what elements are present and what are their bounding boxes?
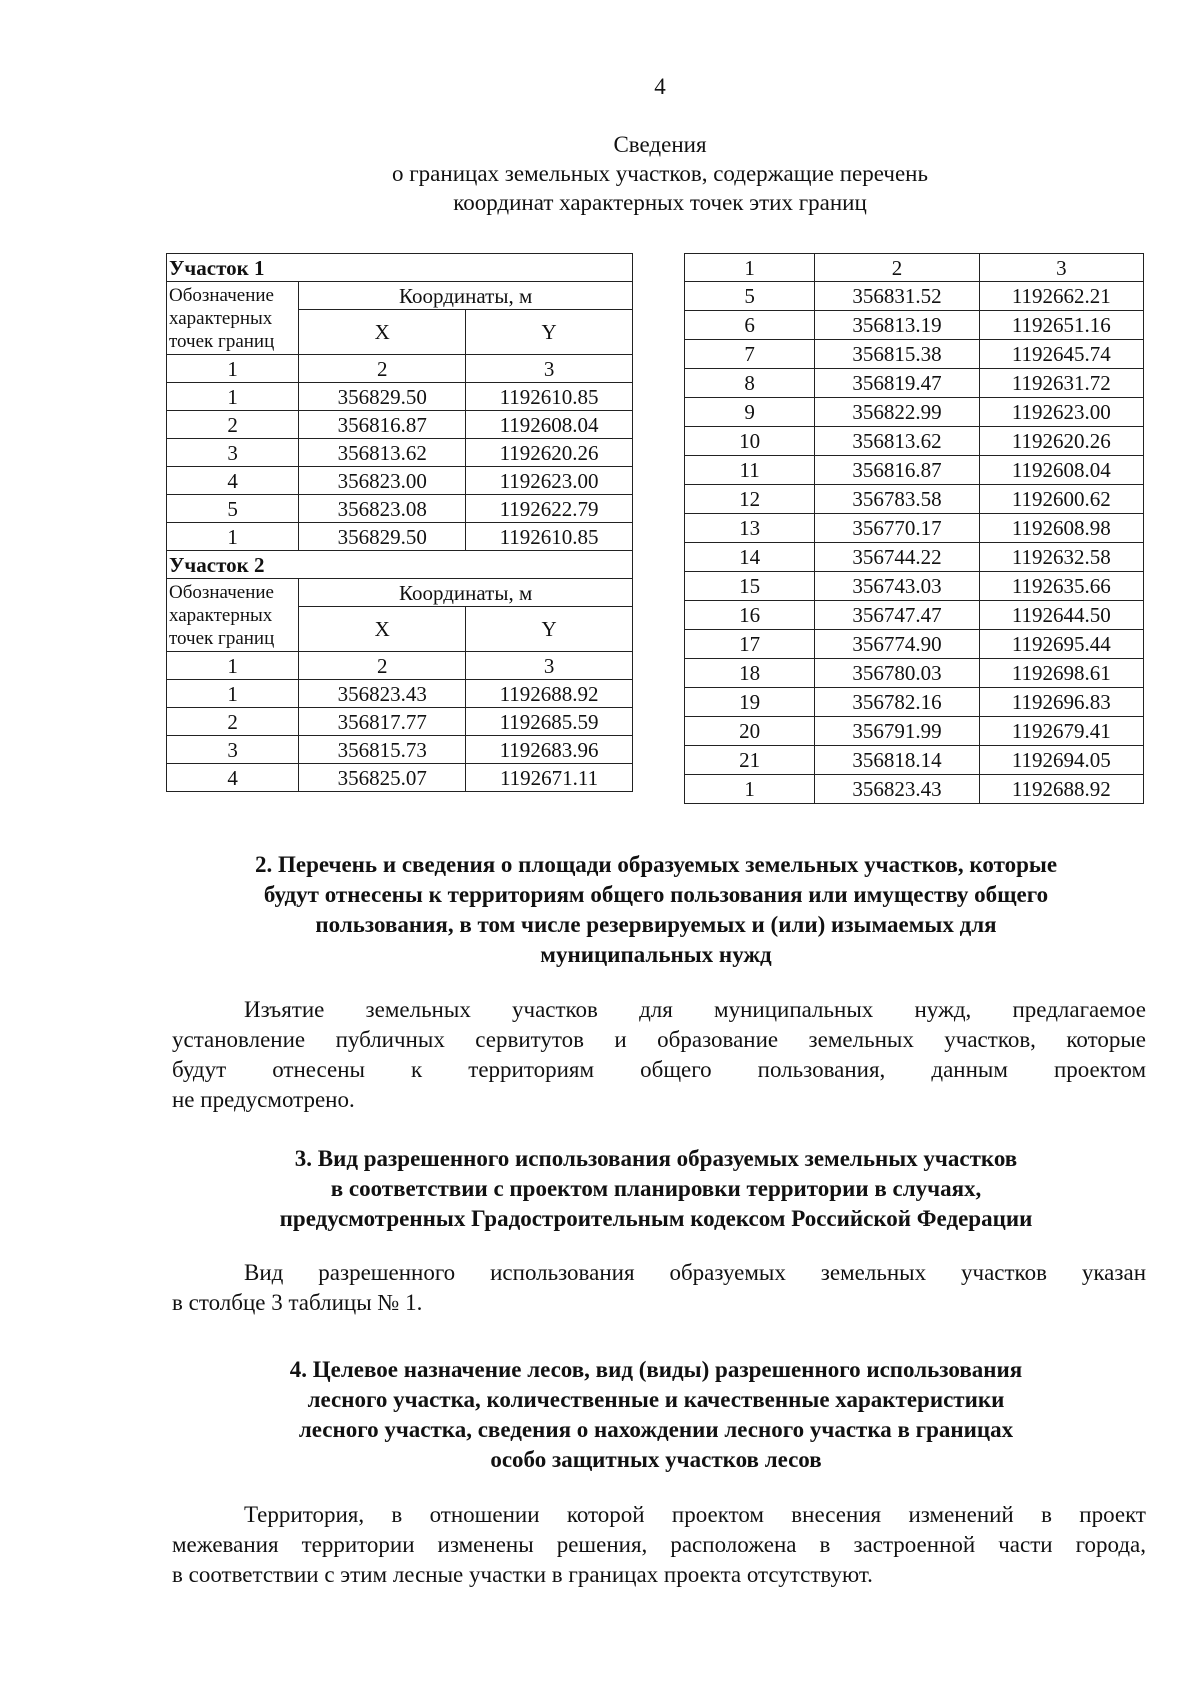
table-row xyxy=(685,282,1144,311)
x-coordinate: 356780.03 xyxy=(815,659,979,688)
column-number: 1 xyxy=(685,254,815,282)
x-header: X xyxy=(299,310,466,355)
page-number: 4 xyxy=(654,74,666,99)
y-coordinate: 1192608.04 xyxy=(466,411,633,439)
point-number: 5 xyxy=(167,495,299,523)
x-coordinate: 356747.47 xyxy=(815,601,979,630)
title-line: пользования, в том числе резервируемых и (или) изымаемых для xyxy=(315,912,997,937)
section-3-text xyxy=(172,1258,1146,1318)
x-coordinate: 356823.08 xyxy=(299,495,466,523)
column-number: 1 xyxy=(167,355,299,383)
y-coordinate: 1192622.79 xyxy=(466,495,633,523)
y-coordinate: 1192662.21 xyxy=(979,282,1143,311)
title-line: особо защитных участков лесов xyxy=(490,1447,822,1472)
x-coordinate: 356783.58 xyxy=(815,485,979,514)
point-number: 3 xyxy=(167,736,299,764)
column-number: 3 xyxy=(979,254,1143,282)
designation-header-line: точек границ xyxy=(169,627,275,649)
text-line: в соответствии с этим лесные участки в границах проекта отсутствуют. xyxy=(172,1562,873,1587)
table-row xyxy=(685,514,1144,543)
title-line: предусмотренных Градостроительным кодексом Российской Федерации xyxy=(279,1206,1033,1231)
table-row xyxy=(685,543,1144,572)
table-row xyxy=(167,680,633,708)
table-row xyxy=(167,439,633,467)
table-row xyxy=(685,717,1144,746)
y-coordinate: 1192696.83 xyxy=(979,688,1143,717)
y-coordinate: 1192623.00 xyxy=(466,467,633,495)
y-coordinate: 1192683.96 xyxy=(466,736,633,764)
point-number: 3 xyxy=(167,439,299,467)
table-row xyxy=(685,427,1144,456)
table-row xyxy=(167,523,633,551)
y-coordinate: 1192620.26 xyxy=(979,427,1143,456)
column-number: 1 xyxy=(167,652,299,680)
title-line: 2. Перечень и сведения о площади образуемых земельных участков, которые xyxy=(254,852,1058,877)
x-coordinate: 356813.62 xyxy=(815,427,979,456)
column-number: 2 xyxy=(815,254,979,282)
point-number: 9 xyxy=(685,398,815,427)
table-row xyxy=(167,467,633,495)
table-row xyxy=(167,411,633,439)
y-coordinate: 1192671.11 xyxy=(466,764,633,792)
point-number: 4 xyxy=(167,764,299,792)
table-row xyxy=(167,495,633,523)
title-line: лесного участка, количественные и качественные характеристики xyxy=(307,1387,1005,1412)
y-coordinate: 1192694.05 xyxy=(979,746,1143,775)
x-coordinate: 356743.03 xyxy=(815,572,979,601)
y-coordinate: 1192688.92 xyxy=(466,680,633,708)
y-coordinate: 1192695.44 xyxy=(979,630,1143,659)
table-row xyxy=(685,601,1144,630)
coordinates-header: Координаты, м xyxy=(299,579,633,607)
table-row xyxy=(685,311,1144,340)
designation-header-line: точек границ xyxy=(169,330,275,352)
title-line: муниципальных нужд xyxy=(540,942,772,967)
title-line: 4. Целевое назначение лесов, вид (виды) разрешенного использования xyxy=(289,1357,1023,1382)
table-row xyxy=(167,708,633,736)
heading-line: координат характерных точек этих границ xyxy=(453,190,867,215)
designation-header-line: Обозначение xyxy=(169,284,274,306)
section-4-title xyxy=(166,1355,1146,1475)
y-header: Y xyxy=(466,607,633,652)
x-coordinate: 356829.50 xyxy=(299,523,466,551)
point-number: 18 xyxy=(685,659,815,688)
header-row xyxy=(167,579,633,607)
column-number-row xyxy=(167,355,633,383)
point-number: 5 xyxy=(685,282,815,311)
y-coordinate: 1192635.66 xyxy=(979,572,1143,601)
y-coordinate: 1192610.85 xyxy=(466,523,633,551)
y-coordinate: 1192610.85 xyxy=(466,383,633,411)
point-number: 1 xyxy=(685,775,815,804)
y-coordinate: 1192688.92 xyxy=(979,775,1143,804)
point-number: 11 xyxy=(685,456,815,485)
table-row xyxy=(685,688,1144,717)
column-number: 2 xyxy=(299,652,466,680)
point-number: 19 xyxy=(685,688,815,717)
x-coordinate: 356791.99 xyxy=(815,717,979,746)
text-line: межевания территории изменены решения, расположена в застроенной части города, xyxy=(172,1532,1146,1557)
table-row xyxy=(167,383,633,411)
point-number: 20 xyxy=(685,717,815,746)
y-coordinate: 1192651.16 xyxy=(979,311,1143,340)
table-row xyxy=(685,369,1144,398)
x-coordinate: 356813.19 xyxy=(815,311,979,340)
coordinates-table-left xyxy=(166,253,633,792)
designation-header-line: Обозначение xyxy=(169,581,274,603)
y-coordinate: 1192620.26 xyxy=(466,439,633,467)
point-number: 17 xyxy=(685,630,815,659)
document-heading xyxy=(330,130,990,217)
table-row xyxy=(685,746,1144,775)
text-line: будут отнесены к территориям общего пользования, данным проектом xyxy=(172,1057,1146,1082)
point-number: 2 xyxy=(167,411,299,439)
text-line: Изъятие земельных участков для муниципальных нужд, предлагаемое xyxy=(244,997,1146,1022)
point-number: 1 xyxy=(167,383,299,411)
column-number-row xyxy=(685,254,1144,282)
point-number: 14 xyxy=(685,543,815,572)
section-2-text xyxy=(172,995,1146,1115)
y-coordinate: 1192600.62 xyxy=(979,485,1143,514)
text-line: Вид разрешенного использования образуемых земельных участков указан xyxy=(244,1260,1146,1285)
x-coordinate: 356782.16 xyxy=(815,688,979,717)
designation-header-line: характерных xyxy=(169,604,273,626)
x-coordinate: 356822.99 xyxy=(815,398,979,427)
table-row xyxy=(167,764,633,792)
point-number: 10 xyxy=(685,427,815,456)
x-coordinate: 356774.90 xyxy=(815,630,979,659)
y-coordinate: 1192644.50 xyxy=(979,601,1143,630)
x-coordinate: 356744.22 xyxy=(815,543,979,572)
plot-title-row xyxy=(167,254,633,282)
designation-header xyxy=(167,579,299,652)
column-number: 2 xyxy=(299,355,466,383)
x-coordinate: 356815.73 xyxy=(299,736,466,764)
column-number: 3 xyxy=(466,652,633,680)
designation-header xyxy=(167,282,299,355)
x-coordinate: 356818.14 xyxy=(815,746,979,775)
point-number: 8 xyxy=(685,369,815,398)
section-2-title xyxy=(166,850,1146,970)
y-coordinate: 1192623.00 xyxy=(979,398,1143,427)
table-row xyxy=(685,340,1144,369)
title-line: в соответствии с проектом планировки территории в случаях, xyxy=(330,1176,982,1201)
table-row xyxy=(685,485,1144,514)
text-line: не предусмотрено. xyxy=(172,1087,355,1112)
y-coordinate: 1192679.41 xyxy=(979,717,1143,746)
y-coordinate: 1192632.58 xyxy=(979,543,1143,572)
table-row xyxy=(685,630,1144,659)
x-coordinate: 356817.77 xyxy=(299,708,466,736)
header-row xyxy=(167,282,633,310)
designation-header-line: характерных xyxy=(169,307,273,329)
y-coordinate: 1192631.72 xyxy=(979,369,1143,398)
y-coordinate: 1192685.59 xyxy=(466,708,633,736)
point-number: 12 xyxy=(685,485,815,514)
title-line: 3. Вид разрешенного использования образуемых земельных участков xyxy=(294,1146,1018,1171)
column-number: 3 xyxy=(466,355,633,383)
x-coordinate: 356823.43 xyxy=(815,775,979,804)
plot-title: Участок 2 xyxy=(167,551,633,579)
x-coordinate: 356825.07 xyxy=(299,764,466,792)
point-number: 7 xyxy=(685,340,815,369)
x-coordinate: 356829.50 xyxy=(299,383,466,411)
title-line: будут отнесены к территориям общего пользования или имуществу общего xyxy=(263,882,1049,907)
coordinates-header: Координаты, м xyxy=(299,282,633,310)
y-coordinate: 1192608.98 xyxy=(979,514,1143,543)
coordinates-table-right xyxy=(684,253,1144,804)
x-coordinate: 356823.43 xyxy=(299,680,466,708)
table-row xyxy=(685,398,1144,427)
y-coordinate: 1192645.74 xyxy=(979,340,1143,369)
y-coordinate: 1192608.04 xyxy=(979,456,1143,485)
x-coordinate: 356813.62 xyxy=(299,439,466,467)
y-header: Y xyxy=(466,310,633,355)
point-number: 15 xyxy=(685,572,815,601)
point-number: 1 xyxy=(167,680,299,708)
y-coordinate: 1192698.61 xyxy=(979,659,1143,688)
heading-line: Сведения xyxy=(613,132,707,157)
column-number-row xyxy=(167,652,633,680)
point-number: 6 xyxy=(685,311,815,340)
point-number: 13 xyxy=(685,514,815,543)
x-header: X xyxy=(299,607,466,652)
x-coordinate: 356770.17 xyxy=(815,514,979,543)
point-number: 2 xyxy=(167,708,299,736)
x-coordinate: 356831.52 xyxy=(815,282,979,311)
title-line: лесного участка, сведения о нахождении лесного участка в границах xyxy=(298,1417,1014,1442)
section-4-text xyxy=(172,1500,1146,1590)
x-coordinate: 356816.87 xyxy=(815,456,979,485)
text-line: Территория, в отношении которой проектом внесения изменений в проект xyxy=(244,1502,1146,1527)
x-coordinate: 356819.47 xyxy=(815,369,979,398)
point-number: 21 xyxy=(685,746,815,775)
x-coordinate: 356816.87 xyxy=(299,411,466,439)
point-number: 1 xyxy=(167,523,299,551)
table-row xyxy=(167,736,633,764)
table-row xyxy=(685,775,1144,804)
point-number: 16 xyxy=(685,601,815,630)
table-row xyxy=(685,572,1144,601)
section-3-title xyxy=(166,1144,1146,1234)
table-row xyxy=(685,659,1144,688)
heading-line: о границах земельных участков, содержащие перечень xyxy=(392,161,928,186)
x-coordinate: 356823.00 xyxy=(299,467,466,495)
text-line: в столбце 3 таблицы № 1. xyxy=(172,1290,423,1315)
point-number: 4 xyxy=(167,467,299,495)
table-row xyxy=(685,456,1144,485)
plot-title: Участок 1 xyxy=(167,254,633,282)
plot-title-row xyxy=(167,551,633,579)
x-coordinate: 356815.38 xyxy=(815,340,979,369)
text-line: установление публичных сервитутов и образование земельных участков, которые xyxy=(172,1027,1146,1052)
